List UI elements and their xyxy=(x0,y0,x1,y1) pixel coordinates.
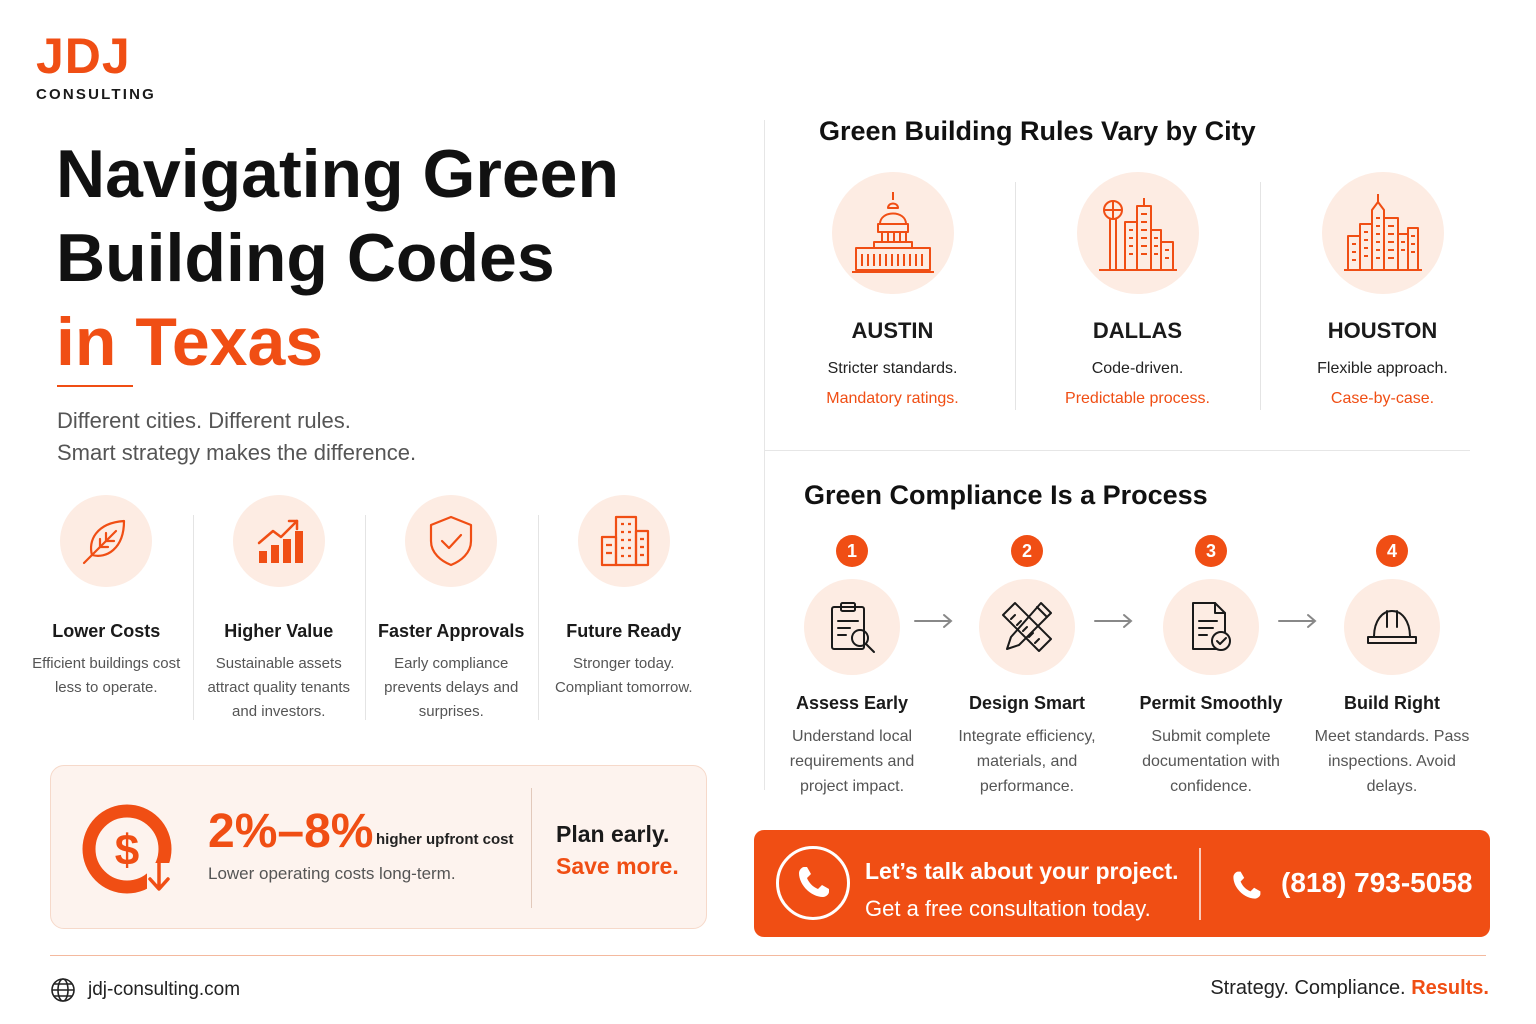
phone-number-link[interactable]: (818) 793-5058 xyxy=(1281,867,1473,898)
cities-section-title: Green Building Rules Vary by City xyxy=(819,116,1256,146)
brand-name: JDJ xyxy=(36,28,131,84)
hard-hat-icon xyxy=(1344,579,1440,675)
benefit-higher-value xyxy=(193,495,366,725)
svg-text:$: $ xyxy=(114,826,140,875)
step-number: 3 xyxy=(1195,535,1227,567)
city-desc: Flexible approach. xyxy=(1317,360,1448,377)
footer-divider xyxy=(50,955,1486,956)
section-divider xyxy=(764,450,1470,451)
brand-logo xyxy=(36,30,156,103)
process-steps xyxy=(765,535,1485,795)
step-permit-smoothly xyxy=(1121,535,1301,799)
plan-early xyxy=(556,818,679,882)
cost-subtext: Lower operating costs long-term. xyxy=(208,864,456,883)
step-title: Permit Smoothly xyxy=(1139,693,1283,713)
step-desc: Submit complete documentation with confidence. xyxy=(1142,728,1280,795)
title-underline xyxy=(57,385,133,387)
benefit-desc: Stronger today. Compliant tomorrow. xyxy=(554,655,693,696)
step-title: Build Right xyxy=(1344,693,1440,713)
cta-text xyxy=(865,852,1179,928)
benefit-faster-approvals xyxy=(365,495,538,725)
step-number: 2 xyxy=(1011,535,1043,567)
city-desc: Code-driven. xyxy=(1091,360,1184,377)
benefit-title: Faster Approvals xyxy=(378,621,525,641)
capitol-icon xyxy=(832,172,954,294)
phone-icon xyxy=(776,846,850,920)
page-title xyxy=(56,132,716,384)
city-note: Predictable process. xyxy=(1065,390,1210,407)
city-name: AUSTIN xyxy=(851,318,934,343)
step-desc: Integrate efficiency, materials, and performance. xyxy=(958,728,1096,795)
city-dallas xyxy=(1015,172,1260,412)
cost-callout xyxy=(50,765,707,929)
footer-tag-part-2: Results. xyxy=(1411,977,1489,999)
pencil-ruler-icon xyxy=(979,579,1075,675)
benefit-desc: Efficient buildings cost less to operate. xyxy=(32,655,181,696)
growth-chart-icon xyxy=(233,495,325,587)
city-note: Mandatory ratings. xyxy=(826,390,959,407)
dollar-down-icon xyxy=(79,801,179,906)
benefit-title: Future Ready xyxy=(566,621,682,641)
website-url: jdj-consulting.com xyxy=(88,979,241,1000)
step-desc: Understand local requirements and project impact. xyxy=(789,728,915,795)
shield-check-icon xyxy=(405,495,497,587)
city-austin xyxy=(770,172,1015,412)
cta-banner[interactable] xyxy=(754,830,1490,937)
benefit-lower-costs xyxy=(20,495,193,725)
step-assess-early xyxy=(762,535,942,799)
cta-line-1: Let’s talk about your project. xyxy=(865,858,1179,884)
cities-row xyxy=(770,172,1520,412)
step-number: 1 xyxy=(836,535,868,567)
benefit-desc: Sustainable assets attract quality tenants and investors. xyxy=(207,655,351,720)
step-title: Assess Early xyxy=(795,693,909,713)
tagline-line-1: Different cities. Different rules. xyxy=(57,408,351,433)
step-title: Design Smart xyxy=(968,693,1086,713)
city-houston xyxy=(1260,172,1505,412)
city-name: HOUSTON xyxy=(1327,318,1438,343)
cost-divider xyxy=(531,788,532,908)
benefits-row xyxy=(20,495,710,725)
cost-percent-label: higher upfront cost xyxy=(376,831,514,848)
cta-line-2: Get a free consultation today. xyxy=(865,896,1151,921)
step-desc: Meet standards. Pass inspections. Avoid delays. xyxy=(1314,728,1470,795)
footer-tagline xyxy=(1210,977,1489,1000)
title-line-2: Building Codes xyxy=(56,220,555,296)
step-number: 4 xyxy=(1376,535,1408,567)
benefit-future-ready xyxy=(538,495,711,725)
process-section-title: Green Compliance Is a Process xyxy=(804,480,1208,510)
phone-icon xyxy=(1228,868,1264,909)
tagline xyxy=(57,405,416,469)
title-line-3: in Texas xyxy=(56,304,324,380)
houston-skyline-icon xyxy=(1322,172,1444,294)
document-check-icon xyxy=(1163,579,1259,675)
cta-divider xyxy=(1199,848,1201,920)
city-desc: Stricter standards. xyxy=(827,360,958,377)
website-link[interactable] xyxy=(50,977,240,1003)
building-icon xyxy=(578,495,670,587)
clipboard-search-icon xyxy=(804,579,900,675)
plan-line-2: Save more. xyxy=(556,853,679,879)
plan-line-1: Plan early. xyxy=(556,821,670,847)
step-design-smart xyxy=(937,535,1117,799)
city-name: DALLAS xyxy=(1092,318,1183,343)
leaf-icon xyxy=(60,495,152,587)
brand-sub: CONSULTING xyxy=(36,86,157,103)
globe-icon xyxy=(50,977,76,1003)
benefit-desc: Early compliance prevents delays and surprises. xyxy=(384,655,519,720)
step-build-right xyxy=(1302,535,1482,799)
dallas-skyline-icon xyxy=(1077,172,1199,294)
benefit-title: Higher Value xyxy=(224,621,334,641)
footer-tag-part-1: Strategy. Compliance. xyxy=(1210,977,1412,999)
tagline-line-2: Smart strategy makes the difference. xyxy=(57,440,417,465)
title-line-1: Navigating Green xyxy=(56,136,620,212)
city-note: Case-by-case. xyxy=(1330,390,1435,407)
cost-percent: 2%–8% xyxy=(208,805,374,858)
benefit-title: Lower Costs xyxy=(52,621,161,641)
